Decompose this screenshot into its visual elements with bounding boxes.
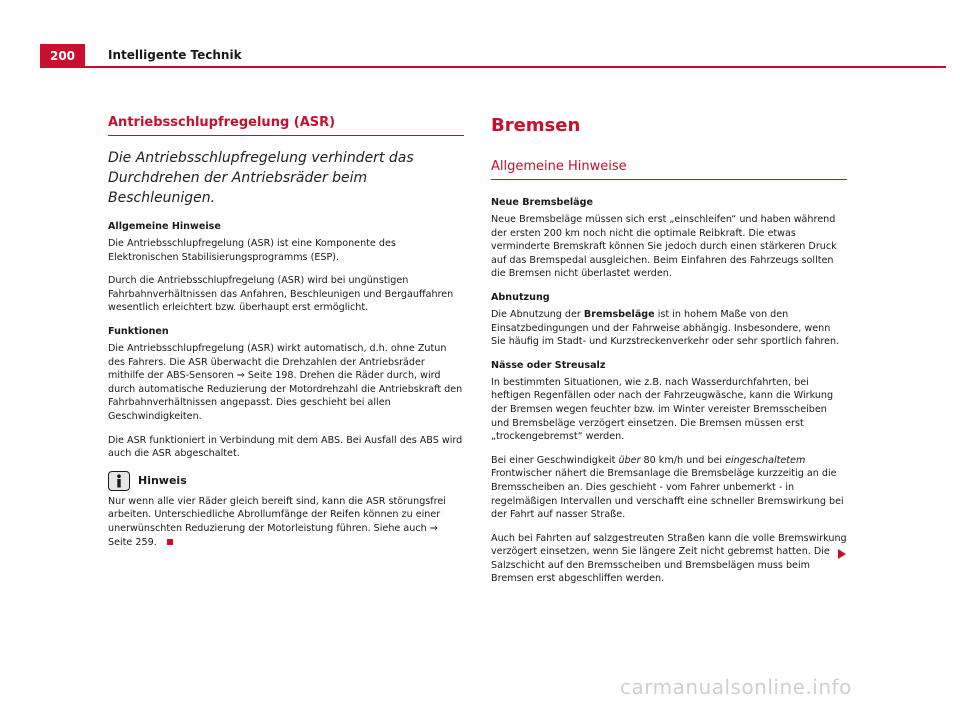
intro-text: Die Antriebsschlupfregelung verhindert das Durchdrehen der Antriebsräder beim Beschleunigen.: [108, 150, 414, 206]
note-header: [108, 471, 464, 491]
paragraph: Durch die Antriebsschlupfregelung (ASR) wird bei ungünstigen Fahrbahnverhältnissen das Anfahren, Beschleunigen und Bergauffahren wesentlich erleichtert bzw. überhaupt erst ermöglicht.: [108, 275, 454, 314]
left-column: [108, 115, 464, 559]
paragraph: Die ASR funktioniert in Verbindung mit dem ABS. Bei Ausfall des ABS wird auch die ASR abgeschaltet.: [108, 434, 463, 460]
paragraph: Die Antriebsschlupfregelung (ASR) wirkt automatisch, d.h. ohne Zutun des Fahrers. Die ASR überwacht die Drehzahlen der Antriebsräder mithilfe der ABS-Sensoren ⇒ Seite 198. Drehen die Räder durch, wird durch automatische Reduzierung der Motordrehzahl die Antriebskraft den Fahrbahnverhältnissen angepasst. Dies geschieht bei allen Geschwindigkeiten.: [108, 342, 463, 422]
text-run: Bei einer Geschwindigkeit: [491, 454, 619, 466]
italic-term: eingeschaltetem: [725, 454, 806, 466]
chapter-heading-brakes: Bremsen: [491, 115, 581, 136]
bold-term: Bremsbeläge: [583, 308, 655, 320]
paragraph: Auch bei Fahrten auf salzgestreuten Straßen kann die volle Bremswirkung verzögert einsetzen, wenn Sie längere Zeit nicht gebremst hatten. Die Salzschicht auf den Bremsscheiben und Bremsbelägen muss beim Bremsen erst abgeschliffen werden.: [491, 532, 847, 585]
right-column: [491, 115, 847, 596]
subheading-wear: Abnutzung: [491, 291, 550, 303]
text-run: ist in hohem Maße von den Einsatzbedingungen und der Fahrweise abhängig. Insbesondere, wenn Sie häufig im Stadt- und Kurzstreckenverkehr oder sehr sportlich fahren.: [491, 308, 840, 348]
watermark: carmanualsonline.info: [620, 675, 852, 699]
page-number: 200: [40, 44, 85, 66]
subheading-new-pads: Neue Bremsbeläge: [491, 197, 593, 208]
paragraph: [491, 454, 847, 522]
note-body: Nur wenn alle vier Räder gleich bereift sind, kann die ASR störungsfrei arbeiten. Unterschiedliche Abrollumfänge der Reifen können zu einer unerwünschten Reduzierung der Motorleistung führen. Siehe auch ⇒ Seite 259.: [108, 495, 446, 548]
italic-term: über: [618, 454, 641, 466]
text-run: Frontwischer nähert die Bremsanlage die Bremsbeläge kurzzeitig an die Bremsscheiben an. Dies geschieht - vom Fahrer unbemerkt - in regelmäßigen Intervallen und verschafft eine schneller Bremswirkung bei der Fahrt auf nasser Straße.: [491, 468, 844, 521]
section-end-mark: [167, 539, 173, 545]
subheading-wet-salt: Nässe oder Streusalz: [491, 359, 606, 371]
subheading-functions: Funktionen: [108, 325, 169, 337]
section-title-asr: Antriebsschlupfregelung (ASR): [108, 115, 464, 136]
chapter-title: Intelligente Technik: [108, 48, 242, 62]
text-run: 80 km/h und bei: [640, 454, 726, 466]
note-text: [108, 495, 464, 549]
paragraph: Die Antriebsschlupfregelung (ASR) ist eine Komponente des Elektronischen Stabilisierungsprogramms (ESP).: [108, 238, 396, 263]
note-title: Hinweis: [138, 474, 187, 488]
subheading-general: Allgemeine Hinweise: [108, 221, 221, 232]
paragraph: [491, 308, 847, 349]
text-run: Die Abnutzung der: [491, 308, 584, 320]
section-title-general: Allgemeine Hinweise: [491, 159, 847, 180]
paragraph: In bestimmten Situationen, wie z.B. nach Wasserdurchfahrten, bei heftigen Regenfällen oder nach der Fahrzeugwäsche, kann die Wirkung der Bremsen wegen feuchter bzw. im Winter vereister Bremsscheiben und Bremsbeläge verzögert einsetzen. Die Bremsen müssen erst „trockengebremst“ werden.: [491, 376, 834, 443]
paragraph: Neue Bremsbeläge müssen sich erst „einschleifen“ und haben während der ersten 200 km noch nicht die optimale Reibkraft. Die etwas verminderte Bremskraft können Sie jedoch durch einen stärkeren Druck auf das Bremspedal ausgleichen. Beim Einfahren des Fahrzeugs sollten die Bremsen nicht überlastet werden.: [491, 214, 837, 280]
continue-arrow-icon: [838, 549, 846, 559]
info-icon: [108, 471, 130, 491]
